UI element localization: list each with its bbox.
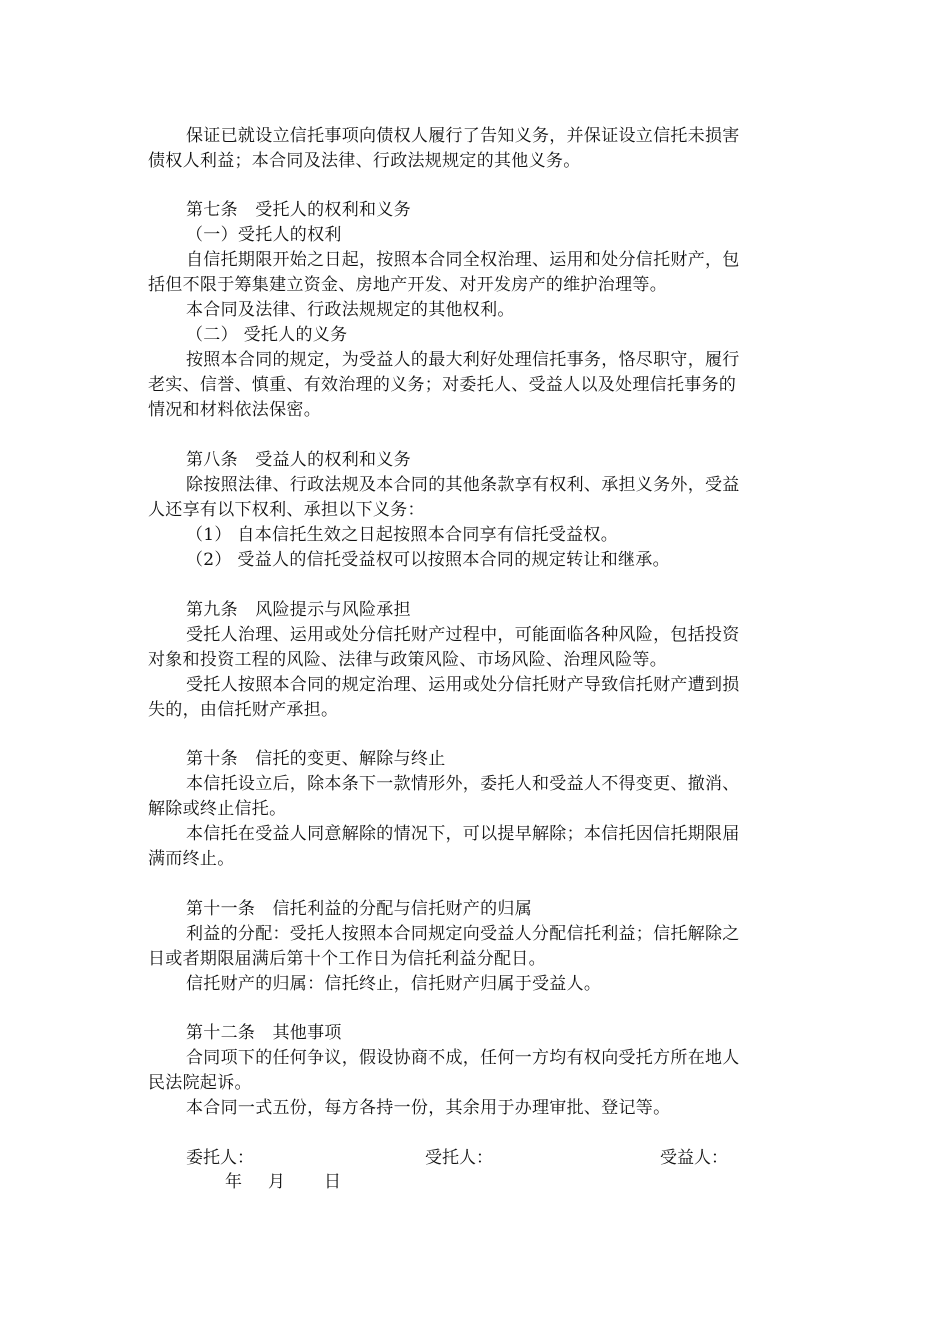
trustee-signature-label: 受托人： (425, 1148, 493, 1168)
article-7-title: 第七条 受托人的权利和义务 (186, 200, 411, 220)
paragraph-line: 按照本合同的规定，为受益人的最大利好处理信托事务，恪尽职守，履行 (186, 350, 740, 370)
date-month-label: 月 (268, 1172, 285, 1192)
article-9-title: 第九条 风险提示与风险承担 (186, 600, 411, 620)
paragraph-line: 解除或终止信托。 (148, 799, 287, 819)
beneficiary-signature-label: 受益人： (660, 1148, 728, 1168)
paragraph-line: 人还享有以下权利、承担以下义务： (148, 500, 425, 520)
paragraph-line: 除按照法律、行政法规及本合同的其他条款享有权利、承担义务外，受益 (186, 475, 740, 495)
truster-signature-label: 委托人： (186, 1148, 254, 1168)
paragraph-line: 利益的分配：受托人按照本合同规定向受益人分配信托利益；信托解除之 (186, 924, 740, 944)
paragraph-line: 自信托期限开始之日起，按照本合同全权治理、运用和处分信托财产，包 (186, 250, 740, 270)
paragraph-line: 保证已就设立信托事项向债权人履行了告知义务，并保证设立信托未损害 (186, 126, 740, 146)
paragraph-line: 情况和材料依法保密。 (148, 400, 321, 420)
paragraph-line: 满而终止。 (148, 849, 235, 869)
list-item: （2） 受益人的信托受益权可以按照本合同的规定转让和继承。 (186, 550, 670, 570)
paragraph-line: 本信托在受益人同意解除的情况下，可以提早解除；本信托因信托期限届 (186, 824, 740, 844)
paragraph-line: 日或者期限届满后第十个工作日为信托利益分配日。 (148, 949, 546, 969)
paragraph-line: 本合同一式五份，每方各持一份，其余用于办理审批、登记等。 (186, 1098, 671, 1118)
paragraph-line: 对象和投资工程的风险、法律与政策风险、市场风险、治理风险等。 (148, 650, 667, 670)
paragraph-line: 本信托设立后，除本条下一款情形外，委托人和受益人不得变更、撤消、 (186, 774, 740, 794)
paragraph-line: 受托人治理、运用或处分信托财产过程中，可能面临各种风险，包括投资 (186, 625, 740, 645)
date-day-label: 日 (324, 1172, 341, 1192)
paragraph-line: 债权人利益；本合同及法律、行政法规规定的其他义务。 (148, 151, 581, 171)
article-8-title: 第八条 受益人的权利和义务 (186, 450, 411, 470)
article-12-title: 第十二条 其他事项 (186, 1023, 342, 1043)
list-item: （1） 自本信托生效之日起按照本合同享有信托受益权。 (186, 525, 619, 545)
subheading: （一）受托人的权利 (186, 225, 342, 245)
paragraph-line: 失的，由信托财产承担。 (148, 700, 339, 720)
date-year-label: 年 (225, 1172, 242, 1192)
paragraph-line: 民法院起诉。 (148, 1073, 252, 1093)
subheading: （二） 受托人的义务 (186, 325, 348, 345)
article-11-title: 第十一条 信托利益的分配与信托财产的归属 (186, 899, 532, 919)
paragraph-line: 括但不限于筹集建立资金、房地产开发、对开发房产的维护治理等。 (148, 275, 667, 295)
paragraph-line: 本合同及法律、行政法规规定的其他权利。 (186, 300, 515, 320)
paragraph-line: 信托财产的归属：信托终止，信托财产归属于受益人。 (186, 974, 602, 994)
paragraph-line: 合同项下的任何争议，假设协商不成，任何一方均有权向受托方所在地人 (186, 1048, 740, 1068)
article-10-title: 第十条 信托的变更、解除与终止 (186, 749, 446, 769)
paragraph-line: 受托人按照本合同的规定治理、运用或处分信托财产导致信托财产遭到损 (186, 675, 740, 695)
paragraph-line: 老实、信誉、慎重、有效治理的义务；对委托人、受益人以及处理信托事务的 (148, 375, 737, 395)
